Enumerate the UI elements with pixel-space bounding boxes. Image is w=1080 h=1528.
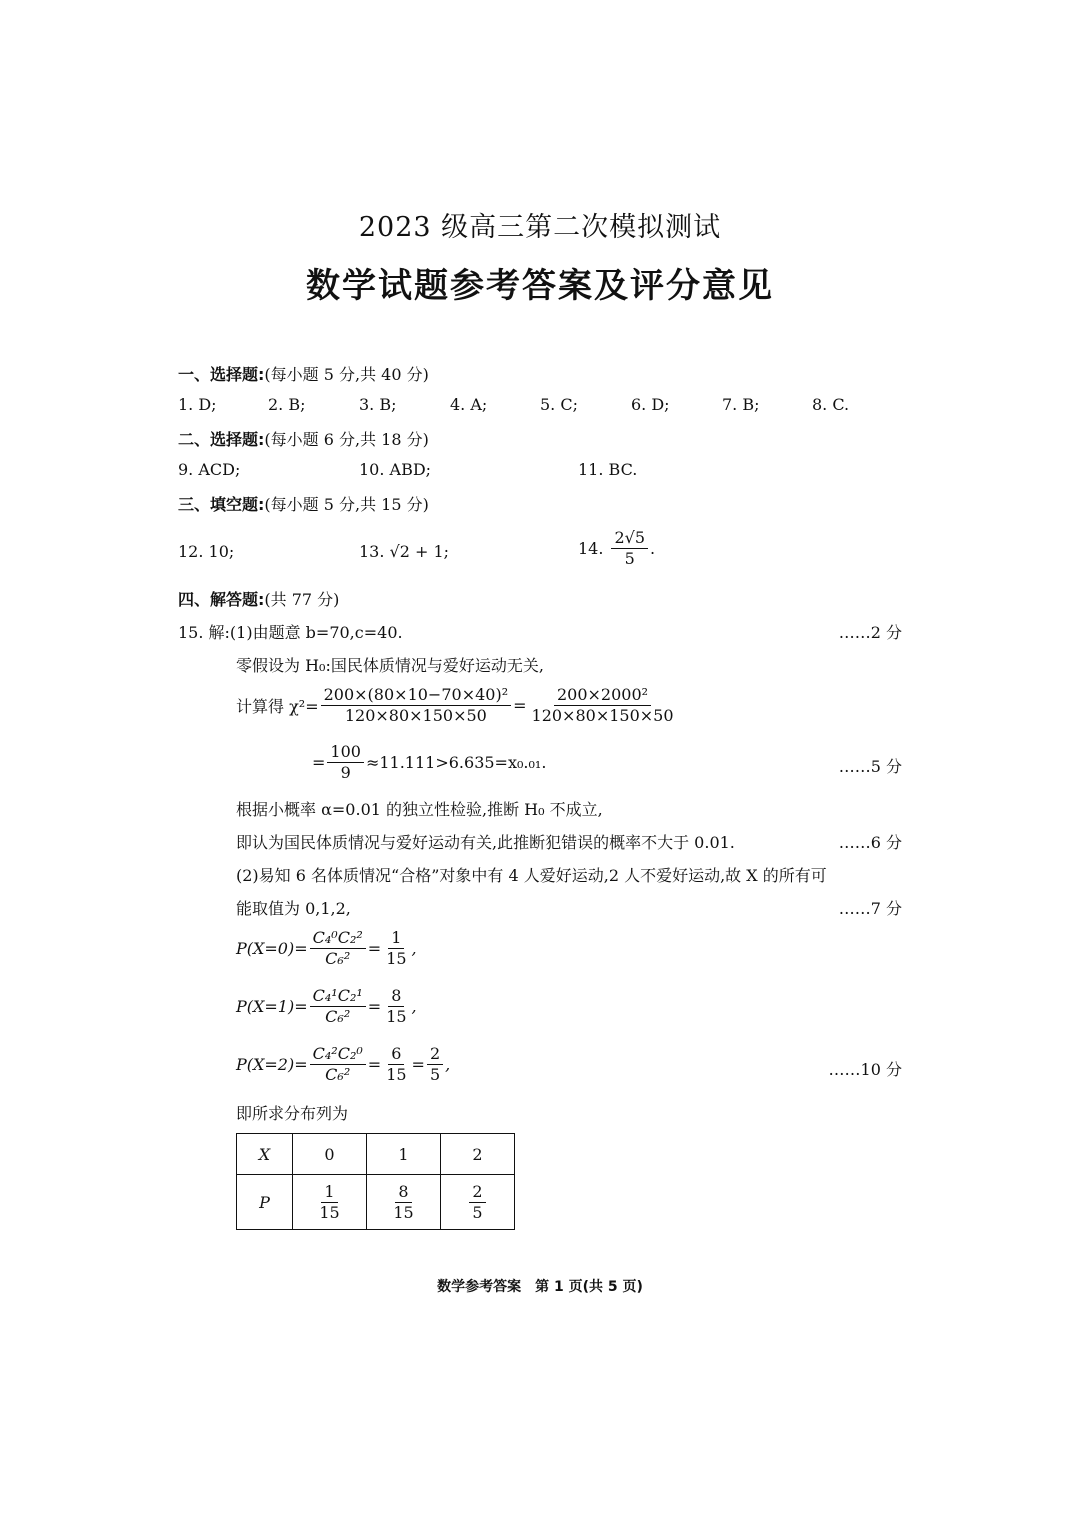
fraction-numerator: 200×(80×10−70×40)²	[321, 685, 512, 706]
fraction-numerator: 8	[395, 1182, 411, 1203]
section1-heading	[178, 362, 429, 385]
fraction-numerator: 8	[388, 986, 404, 1007]
combination-fraction	[310, 1044, 366, 1085]
answer-11: 11. BC.	[578, 460, 638, 479]
fraction-denominator: C₆²	[325, 1065, 351, 1084]
chi-fraction-2	[529, 685, 677, 726]
conclusion-line: 即认为国民体质情况与爱好运动有关,此推断犯错误的概率不大于 0.01.	[236, 833, 735, 852]
cell-fraction	[469, 1182, 485, 1223]
combination-fraction	[310, 928, 366, 969]
section4-title: 四、解答题:	[178, 590, 265, 609]
answer-7: 7. B;	[722, 395, 760, 414]
fraction-numerator: 2	[427, 1044, 443, 1065]
section2-note: (每小题 6 分,共 18 分)	[264, 430, 429, 449]
section2-title: 二、选择题:	[178, 430, 265, 449]
score-mark-10: ……10 分	[828, 1060, 902, 1079]
fraction-numerator: C₄¹C₂¹	[310, 986, 366, 1007]
table-cell: 1	[367, 1134, 441, 1175]
section2-heading	[178, 427, 429, 450]
section3-title: 三、填空题:	[178, 495, 265, 514]
answer-14: 14. $\frac{2√5}{5}$ .	[578, 528, 656, 568]
answer-3: 3. B;	[359, 395, 397, 414]
prob-x1: P(X=1)= $\frac{\text{C₄¹C₂¹}}{\text{C₆²}}$ = $\frac{8}{15}$ ,	[236, 986, 417, 1026]
prob-x2: P(X=2)= $\frac{\text{C₄²C₂⁰}}{\text{C₆²}}$ = $\frac{6}{15}$ = $\frac{2}{5}$ ,	[236, 1044, 451, 1084]
cell-fraction	[390, 1182, 416, 1223]
q15-part1-line: 15. 解:(1)由题意 b=70,c=40.	[178, 623, 403, 642]
fraction-numerator: C₄⁰C₂²	[310, 928, 366, 949]
score-mark-2: ……2 分	[838, 623, 902, 642]
chi-square-calc: 计算得 χ²= $\frac{\text{200×(80×10−70×40)²}}{120\times 80\times 150\times 50}$ = $\frac{\text{200×2000²}}{120\times 80\times 150\times 50}$	[236, 685, 679, 726]
fraction-numerator: 200×2000²	[554, 685, 651, 706]
section3-note: (每小题 5 分,共 15 分)	[264, 495, 429, 514]
answer-1: 1. D;	[178, 395, 217, 414]
fraction-denominator: 9	[340, 763, 351, 782]
answer-12: 12. 10;	[178, 542, 235, 561]
prob-lhs: P(X=1)=	[236, 997, 308, 1016]
fraction-numerator: 2	[469, 1182, 485, 1203]
fraction-denominator: 15	[386, 949, 407, 968]
answer-14-fraction	[611, 528, 648, 569]
table-row	[237, 1175, 515, 1230]
punctuation: ,	[445, 1055, 451, 1074]
table-header-x: X	[237, 1134, 293, 1175]
section4-heading	[178, 587, 339, 610]
fraction-denominator: C₆²	[325, 1007, 351, 1026]
fraction-numerator: 100	[327, 742, 364, 763]
section3-heading	[178, 492, 429, 515]
answer-10: 10. ABD;	[359, 460, 432, 479]
chi-fraction-1	[321, 685, 512, 726]
document-title: 数学试题参考答案及评分意见	[306, 266, 774, 306]
combination-fraction	[310, 986, 366, 1027]
answer-4: 4. A;	[450, 395, 488, 414]
score-mark-6: ……6 分	[838, 833, 902, 852]
value-fraction	[383, 986, 409, 1027]
answer-2: 2. B;	[268, 395, 306, 414]
fraction-denominator: 15	[386, 1065, 407, 1084]
punctuation: ,	[411, 939, 417, 958]
comparison-text: ≈11.111>6.635=x₀.₀₁.	[365, 753, 547, 772]
fraction-denominator: 5	[429, 1065, 441, 1084]
answer-5: 5. C;	[540, 395, 578, 414]
fraction-numerator: 1	[321, 1182, 337, 1203]
score-mark-5: ……5 分	[838, 757, 902, 776]
prob-lhs: P(X=0)=	[236, 939, 308, 958]
distribution-label: 即所求分布列为	[236, 1104, 349, 1123]
calc-label: 计算得 χ²=	[236, 697, 319, 716]
fraction-denominator: 5	[472, 1202, 483, 1222]
answer-14-label: 14.	[578, 539, 604, 558]
null-hypothesis-line: 零假设为 H₀:国民体质情况与爱好运动无关,	[236, 656, 544, 675]
fraction-numerator: 6	[388, 1044, 404, 1065]
page-footer: 数学参考答案 第 1 页(共 5 页)	[437, 1279, 643, 1295]
answer-8: 8. C.	[812, 395, 850, 414]
answer-13	[359, 542, 449, 561]
section1-note: (每小题 5 分,共 40 分)	[264, 365, 429, 384]
section4-note: (共 77 分)	[264, 590, 340, 609]
answer-13-value: √2 + 1;	[389, 542, 450, 561]
prob-x0: P(X=0)= $\frac{\text{C₄⁰C₂²}}{\text{C₆²}}$ = $\frac{1}{15}$ ,	[236, 928, 417, 968]
score-mark-7: ……7 分	[838, 899, 902, 918]
distribution-table	[236, 1133, 515, 1230]
value-fraction	[383, 928, 409, 969]
independence-test-line: 根据小概率 α=0.01 的独立性检验,推断 H₀ 不成立,	[236, 800, 603, 819]
chi-square-result: = $\frac{100}{9}$ ≈11.111>6.635=x₀.₀₁.	[312, 742, 547, 782]
result-fraction	[327, 742, 364, 783]
possible-values-line: 能取值为 0,1,2,	[236, 899, 351, 918]
fraction-numerator: C₄²C₂⁰	[310, 1044, 366, 1065]
table-header-p: P	[237, 1175, 293, 1230]
simplified-fraction	[427, 1044, 443, 1085]
fraction-denominator: C₆²	[325, 949, 351, 968]
prob-lhs: P(X=2)=	[236, 1055, 308, 1074]
answer-6: 6. D;	[631, 395, 670, 414]
exam-title: 2023 级高三第二次模拟测试	[358, 212, 722, 243]
table-cell: 0	[293, 1134, 367, 1175]
table-row	[237, 1134, 515, 1175]
table-cell	[441, 1175, 515, 1230]
fraction-denominator: 120×80×150×50	[531, 706, 674, 725]
answer-13-label: 13.	[359, 542, 385, 561]
fraction-numerator: 1	[388, 928, 404, 949]
fraction-denominator: 15	[393, 1202, 414, 1222]
fraction-denominator: 5	[624, 549, 635, 568]
q15-part2-line: (2)易知 6 名体质情况“合格”对象中有 4 人爱好运动,2 人不爱好运动,故 X 的所有可	[236, 866, 827, 885]
fraction-denominator: 120×80×150×50	[344, 706, 487, 725]
fraction-denominator: 15	[386, 1007, 407, 1026]
table-cell: 2	[441, 1134, 515, 1175]
section1-title: 一、选择题:	[178, 365, 265, 384]
value-fraction	[383, 1044, 409, 1085]
cell-fraction	[316, 1182, 342, 1223]
fraction-numerator: 2√5	[611, 528, 648, 549]
punctuation: ,	[411, 997, 417, 1016]
answer-9: 9. ACD;	[178, 460, 241, 479]
table-cell	[367, 1175, 441, 1230]
table-cell	[293, 1175, 367, 1230]
fraction-denominator: 15	[319, 1202, 340, 1222]
